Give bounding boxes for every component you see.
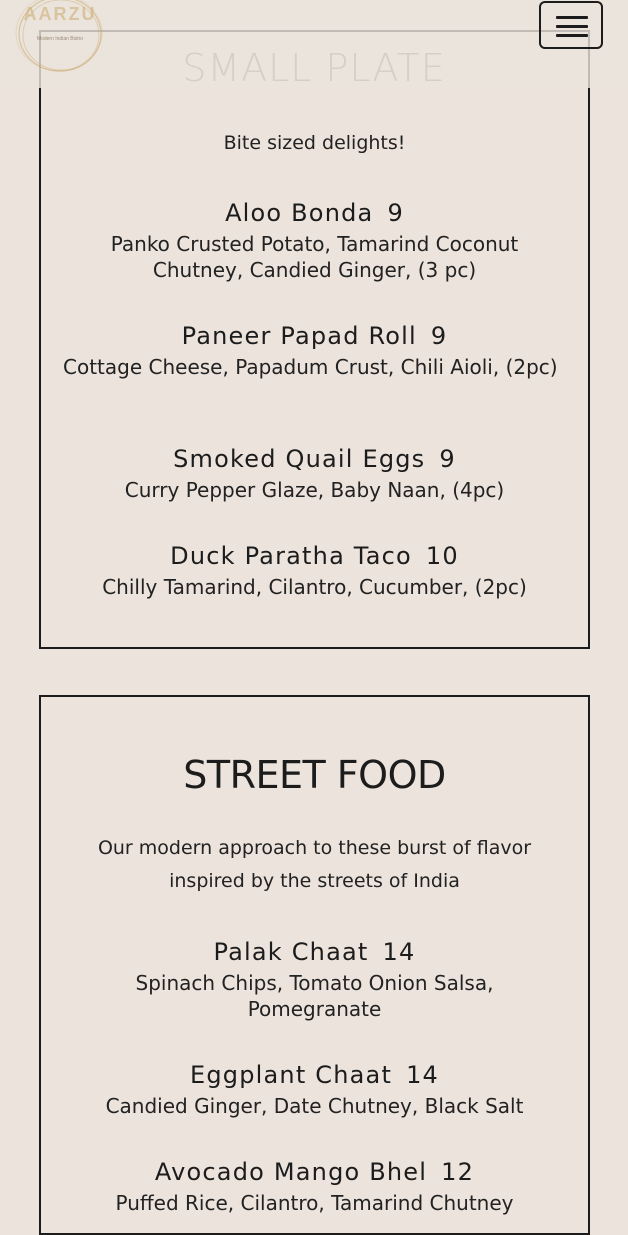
item-description: Puffed Rice, Cilantro, Tamarind Chutney — [115, 1191, 514, 1215]
item-name-line — [63, 1060, 566, 1090]
hamburger-bar — [556, 25, 588, 28]
hamburger-menu-button[interactable] — [539, 1, 603, 49]
item-description: Curry Pepper Glaze, Baby Naan, (4pc) — [124, 478, 505, 502]
item-name: Eggplant Chaat — [189, 1061, 393, 1089]
section-title: STREET FOOD — [183, 753, 446, 797]
item-name: Smoked Quail Eggs — [173, 445, 426, 473]
item-price: 14 — [382, 938, 416, 966]
menu-item — [63, 321, 566, 380]
item-price: 9 — [430, 322, 448, 350]
faded-section-heading: SMALL PLATE — [182, 46, 446, 90]
item-description: Chilly Tamarind, Cilantro, Cucumber, (2pc) — [102, 575, 527, 599]
menu-item — [63, 1157, 566, 1216]
item-price: 9 — [387, 199, 404, 227]
small-plates-tagline: Bite sized delights! — [223, 132, 406, 154]
menu-item — [63, 198, 566, 283]
item-name: Avocado Mango Bhel — [154, 1158, 428, 1186]
hamburger-bar — [556, 16, 588, 19]
menu-item — [63, 1060, 566, 1119]
menu-item — [63, 937, 566, 1022]
item-name: Duck Paratha Taco — [170, 542, 412, 570]
street-food-tagline: Our modern approach to these burst of flavor inspired by the streets of India — [97, 837, 532, 892]
item-description: Candied Ginger, Date Chutney, Black Salt — [105, 1094, 524, 1118]
street-food-section — [39, 695, 590, 1235]
item-name-line — [63, 198, 566, 228]
logo-subtitle: Modern Indian Bistro — [36, 36, 84, 42]
item-price: 12 — [441, 1158, 475, 1186]
menu-item — [63, 541, 566, 600]
hamburger-bar — [556, 34, 588, 37]
item-description: Cottage Cheese, Papadum Crust, Chili Aioli, (2pc) — [63, 355, 558, 379]
item-description: Panko Crusted Potato, Tamarind Coconut Chutney, Candied Ginger, (3 pc) — [110, 232, 519, 282]
item-name-line — [63, 444, 566, 474]
item-description: Spinach Chips, Tomato Onion Salsa, Pomegranate — [135, 971, 494, 1021]
item-name-line — [63, 937, 566, 967]
item-price: 9 — [439, 445, 456, 473]
small-plates-section — [39, 30, 590, 649]
logo-wordmark: AARZU — [23, 4, 97, 24]
menu-item — [63, 444, 566, 503]
item-name: Aloo Bonda — [225, 199, 374, 227]
item-price: 14 — [406, 1061, 440, 1089]
item-name-line — [63, 321, 566, 351]
item-name: Palak Chaat — [213, 938, 369, 966]
item-name-line — [63, 541, 566, 571]
item-name: Paneer Papad Roll — [181, 322, 417, 350]
item-price: 10 — [425, 542, 459, 570]
item-name-line — [63, 1157, 566, 1187]
